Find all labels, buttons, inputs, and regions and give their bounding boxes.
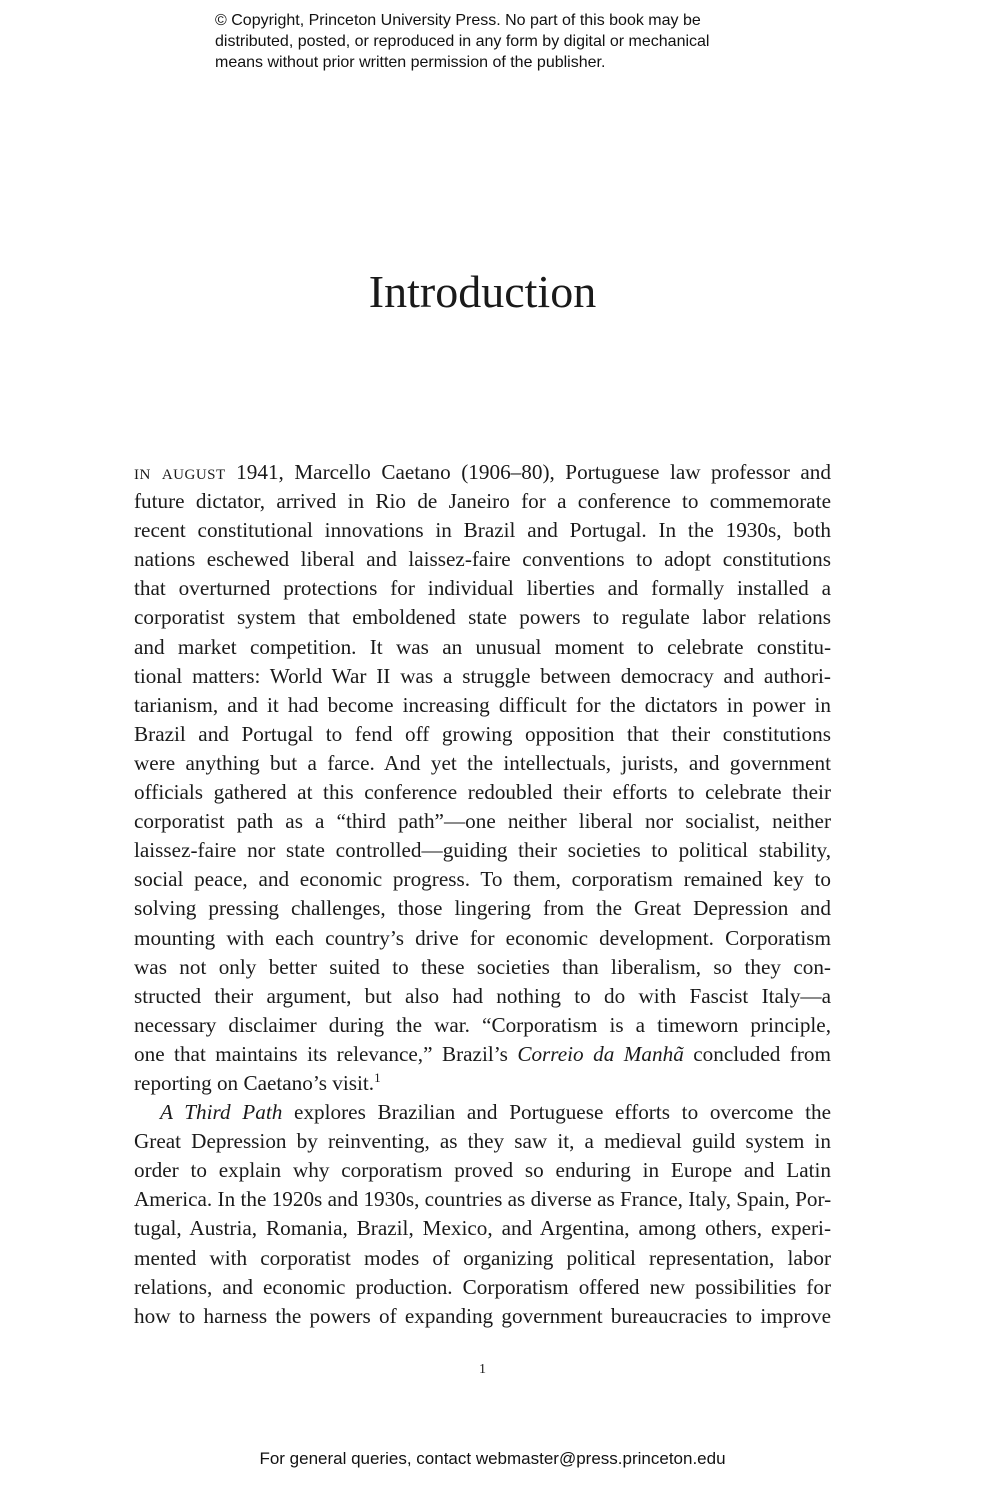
text-line: Great Depression by reinventing, as they saw it, a medieval guild system in bbox=[134, 1129, 831, 1154]
footnote-marker[interactable]: 1 bbox=[374, 1069, 381, 1085]
text-line: was not only better suited to these societies than liberalism, so they con- bbox=[134, 954, 831, 979]
copyright-notice bbox=[215, 10, 815, 73]
text-line: America. In the 1920s and 1930s, countries as diverse as France, Italy, Spain, Por- bbox=[134, 1187, 832, 1212]
text-line-content: 1941, Marcello Caetano (1906–80), Portuguese law professor and bbox=[225, 460, 831, 484]
text-line bbox=[134, 1069, 831, 1098]
text-line: necessary disclaimer during the war. “Corporatism is a timeworn principle, bbox=[134, 1012, 831, 1037]
text-line: laissez-faire nor state controlled—guiding their societies to political stability, bbox=[134, 838, 831, 863]
copyright-line: © Copyright, Princeton University Press. No part of this book may be bbox=[215, 12, 701, 29]
text-line: future dictator, arrived in Rio de Janeiro for a conference to commemorate bbox=[134, 489, 831, 514]
text-line: corporatist path as a “third path”—one neither liberal nor socialist, neither bbox=[134, 809, 831, 834]
text-line: mounting with each country’s drive for economic development. Corporatism bbox=[134, 925, 831, 950]
body-text bbox=[134, 458, 831, 1331]
text-segment: explores Brazilian and Portuguese efforts to overcome the bbox=[282, 1100, 831, 1125]
text-line: how to harness the powers of expanding government bureaucracies to improve bbox=[134, 1303, 831, 1328]
text-line: social peace, and economic progress. To them, corporatism remained key to bbox=[134, 867, 831, 892]
text-line: tional matters: World War II was a struggle between democracy and authori- bbox=[134, 663, 831, 688]
text-line: structed their argument, but also had nothing to do with Fascist Italy—a bbox=[134, 983, 831, 1008]
text-line: that overturned protections for individual liberties and formally installed a bbox=[134, 576, 831, 601]
text-line: relations, and economic production. Corporatism offered new possibilities for bbox=[134, 1274, 831, 1299]
text-line: Brazil and Portugal to fend off growing opposition that their constitutions bbox=[134, 721, 831, 746]
text-line: tarianism, and it had become increasing difficult for the dictators in power in bbox=[134, 692, 831, 717]
text-line: and market competition. It was an unusual moment to celebrate constitu- bbox=[134, 634, 831, 659]
copyright-line: distributed, posted, or reproduced in any form by digital or mechanical bbox=[215, 33, 710, 50]
text-segment: one that maintains its relevance,” Brazil’s bbox=[134, 1041, 518, 1066]
text-line: order to explain why corporatism proved so enduring in Europe and Latin bbox=[134, 1158, 831, 1183]
text-line bbox=[134, 1098, 831, 1127]
page-number: 1 bbox=[479, 1362, 486, 1377]
italic-title: A Third Path bbox=[160, 1100, 283, 1125]
text-line bbox=[134, 1040, 831, 1069]
text-line: nations eschewed liberal and laissez-faire conventions to adopt constitutions bbox=[134, 547, 831, 572]
text-segment: reporting on Caetano’s visit. bbox=[134, 1070, 375, 1095]
italic-title: Correio da Manhã bbox=[517, 1041, 684, 1066]
text-line: solving pressing challenges, those lingering from the Great Depression and bbox=[134, 896, 831, 921]
small-caps-lead: in august bbox=[134, 460, 226, 484]
chapter-title: Introduction bbox=[368, 266, 597, 317]
text-line: mented with corporatist modes of organizing political representation, labor bbox=[134, 1245, 831, 1270]
text-segment: concluded from bbox=[683, 1041, 831, 1066]
footer-contact: For general queries, contact webmaster@press.princeton.edu bbox=[259, 1449, 726, 1468]
text-line bbox=[134, 458, 831, 487]
text-line: were anything but a farce. And yet the intellectuals, jurists, and government bbox=[134, 750, 831, 775]
text-line: tugal, Austria, Romania, Brazil, Mexico, and Argentina, among others, experi- bbox=[134, 1216, 831, 1241]
copyright-line: means without prior written permission of the publisher. bbox=[215, 54, 606, 71]
text-line: recent constitutional innovations in Brazil and Portugal. In the 1930s, both bbox=[134, 518, 831, 543]
text-line: corporatist system that emboldened state powers to regulate labor relations bbox=[134, 605, 831, 630]
text-line: officials gathered at this conference redoubled their efforts to celebrate their bbox=[134, 780, 831, 805]
